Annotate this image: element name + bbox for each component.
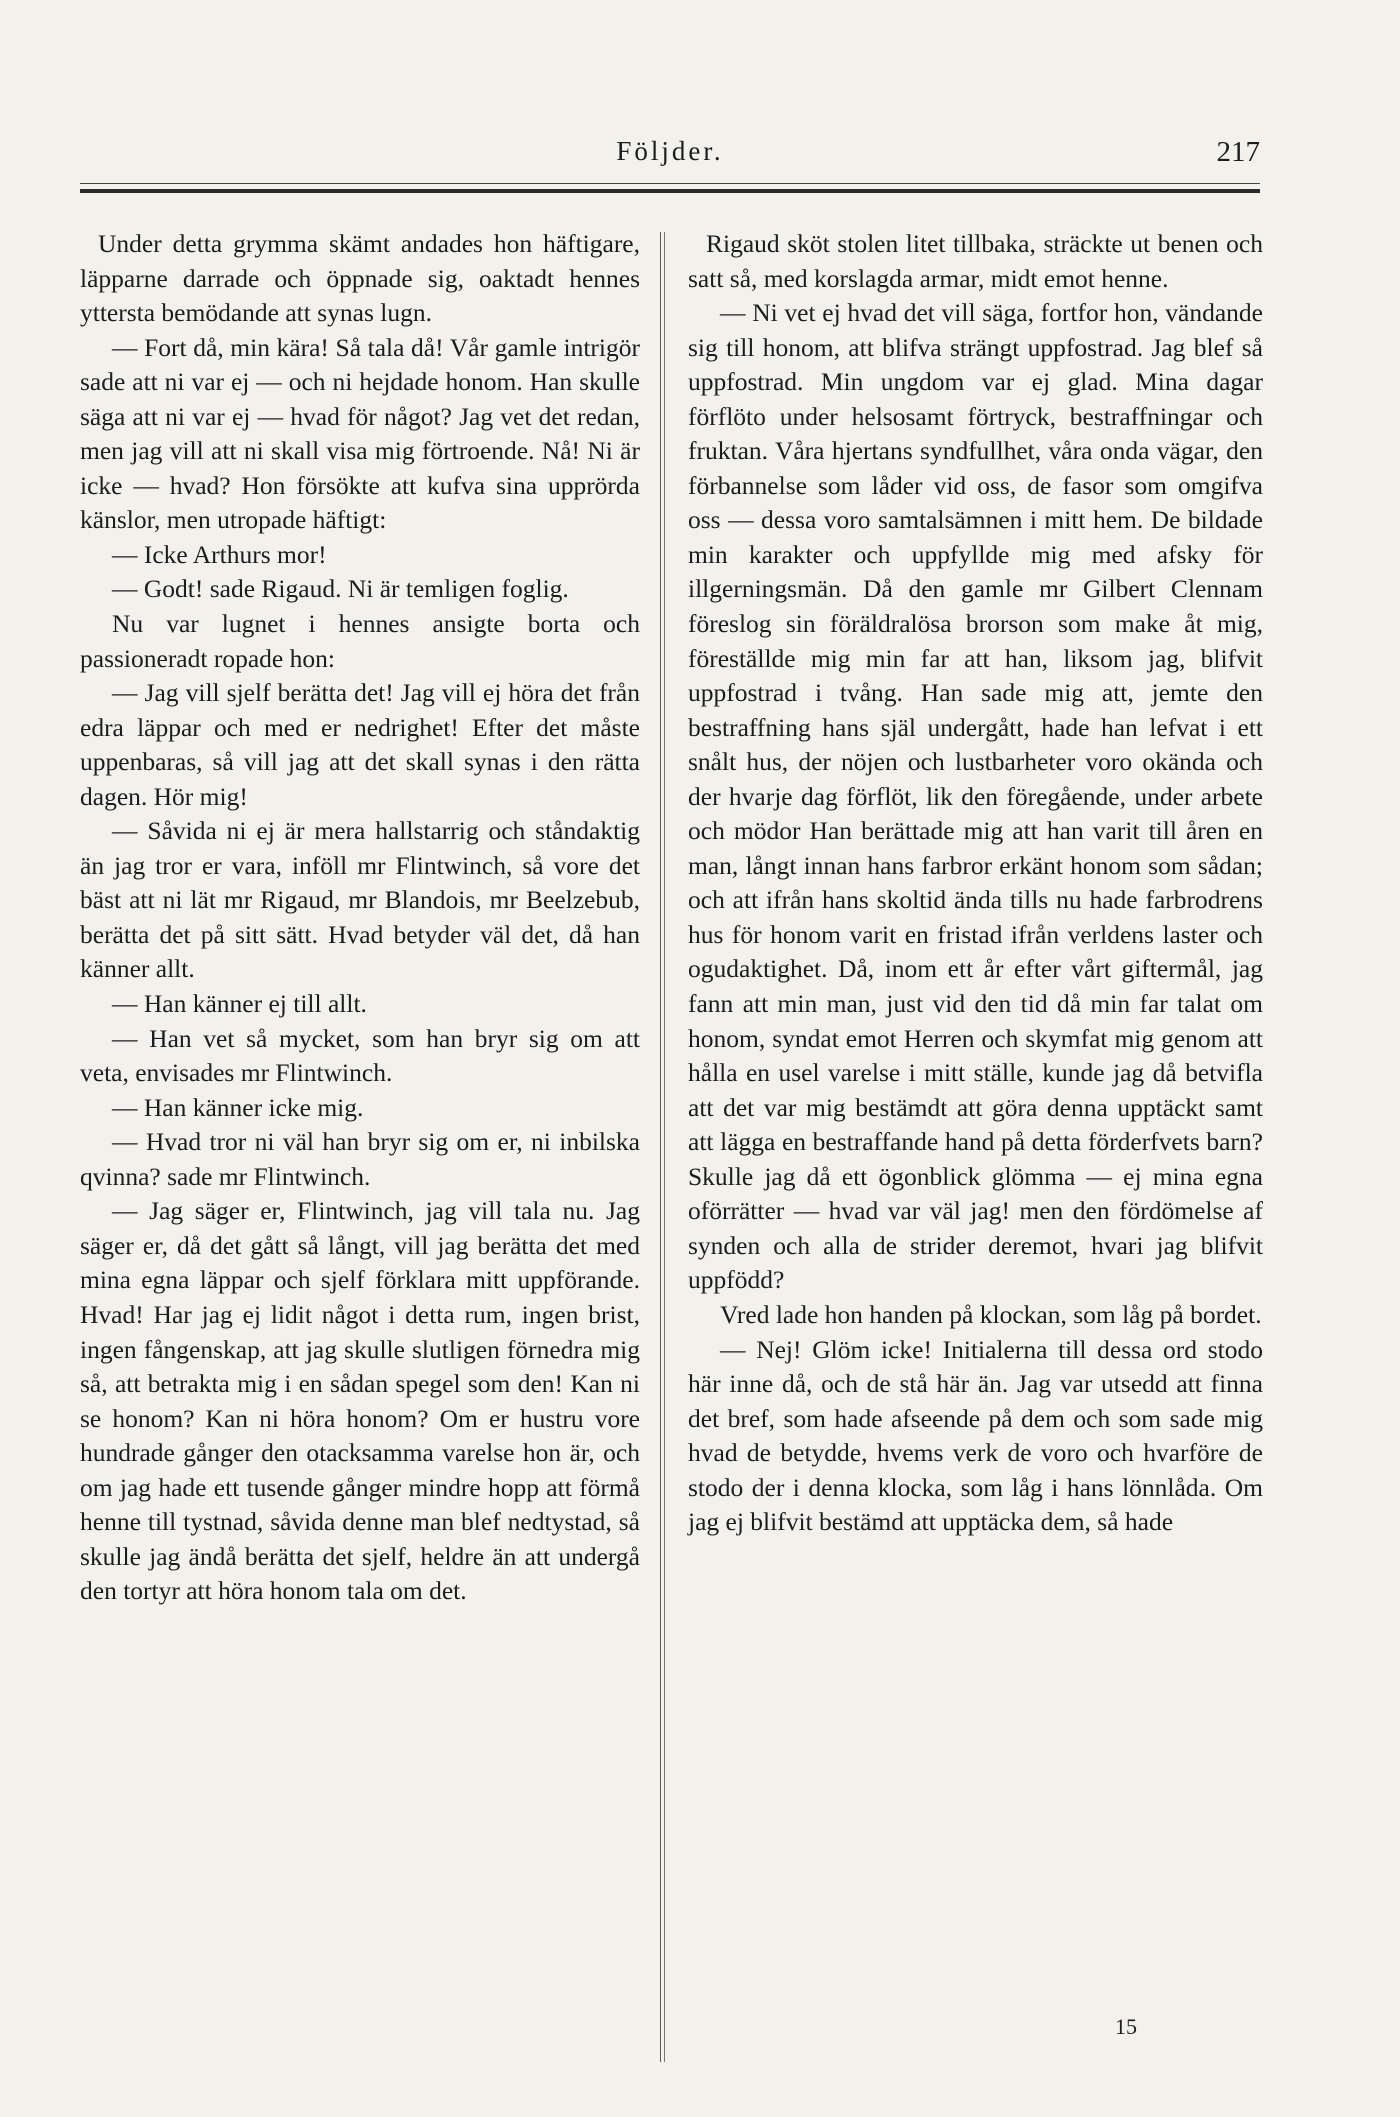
paragraph: Rigaud sköt stolen litet tillbaka, sträckte ut benen och satt så, med korslagda armar, midt emot henne. bbox=[688, 229, 1263, 293]
paragraph: — Han känner icke mig. bbox=[112, 1092, 364, 1122]
paragraph: Under detta grymma skämt andades hon häftigare, läpparne darrade och öppnade sig, oaktadt hennes yttersta bemödande att synas lugn. bbox=[80, 229, 640, 328]
paragraph: — Han känner ej till allt. bbox=[112, 989, 367, 1019]
right-column bbox=[688, 227, 1263, 1540]
header-rule-thick bbox=[80, 189, 1260, 193]
column-divider bbox=[664, 232, 665, 2062]
paragraph: — Jag säger er, Flintwinch, jag vill tala nu. Jag säger er, då det gått så långt, vill jag berätta det med mina egna läppar och sjelf förklara mitt uppförande. Hvad! Har jag ej lidit något i detta rum, ingen brist, ingen fångenskap, att jag skulle slutligen förnedra mig så, att betrakta mig i en sådan spegel som den! Kan ni se honom? Kan ni höra honom? Om er hustru vore hundrade gånger den otacksamma varelse hon är, och om jag hade ett tusende gånger mindre hopp att förmå henne till tystnad, såvida denne man blef nedtystad, så skulle jag ändå berätta det sjelf, heldre än att undergå den tortyr att höra honom tala om det. bbox=[80, 1196, 640, 1606]
page-header bbox=[80, 132, 1260, 172]
running-head: Följder. bbox=[616, 136, 724, 166]
paragraph: Nu var lugnet i hennes ansigte borta och passioneradt ropade hon: bbox=[80, 609, 640, 673]
paragraph: Vred lade hon handen på klockan, som låg på bordet. bbox=[720, 1299, 1262, 1329]
header-rule-thin bbox=[80, 183, 1260, 184]
paragraph: — Icke Arthurs mor! bbox=[112, 539, 327, 569]
paragraph: — Fort då, min kära! Så tala då! Vår gamle intrigör sade att ni var ej — och ni hejdade honom. Han skulle säga att ni var ej — hvad för något? Jag vet det redan, men jag vill att ni skall visa mig förtroende. Nå! Ni är icke — hvad? Hon försökte att kufva sina upprörda känslor, men utropade häftigt: bbox=[80, 332, 640, 535]
left-column bbox=[80, 227, 640, 1609]
signature-mark: 15 bbox=[1115, 2014, 1137, 2039]
paragraph: — Nej! Glöm icke! Initialerna till dessa ord stodo här inne då, och de stå här än. Jag var utsedd att finna det bref, som hade afseende på dem och som sade mig hvad de betydde, hvems verk de voro och hvarföre de stodo der i denna klocka, som låg i hans lönnlåda. Om jag ej blifvit bestämd att upptäcka dem, så hade bbox=[688, 1334, 1263, 1537]
paragraph: — Han vet så mycket, som han bryr sig om att veta, envisades mr Flintwinch. bbox=[80, 1023, 640, 1088]
column-divider bbox=[660, 232, 661, 2062]
paragraph: — Jag vill sjelf berätta det! Jag vill ej höra det från edra läppar och med er nedrighet! Efter det måste uppenbaras, så vill jag att det skall synas i den rätta dagen. Hör mig! bbox=[80, 678, 640, 811]
paragraph: — Godt! sade Rigaud. Ni är temligen foglig. bbox=[112, 574, 569, 604]
paragraph: — Hvad tror ni väl han bryr sig om er, ni inbilska qvinna? sade mr Flintwinch. bbox=[80, 1127, 640, 1191]
paragraph: — Ni vet ej hvad det vill säga, fortfor hon, vändande sig till honom, att blifva strängt uppfostrad. Jag blef så uppfostrad. Min ungdom var ej glad. Mina dagar förflöto under helsosamt förtryck, bestraffningar och fruktan. Våra hjertans syndfullhet, våra onda vägar, den förbannelse som låder vid oss, de fasor som omgifva oss — dessa voro samtalsämnen i mitt hem. De bildade min karakter och uppfyllde mig med afsky för illgerningsmän. Då den gamle mr Gilbert Clennam föreslog sin föräldralösa brorson som make åt mig, föreställde mig min far att han, liksom jag, blifvit uppfostrad i tvång. Han sade mig att, jemte den bestraffning hans själ undergått, hade han lefvat i ett snålt hus, der nöjen och lustbarheter voro okända och der hvarje dag förflöt, lik den föregående, under arbete och mödor Han berättade mig att han varit till åren en man, långt innan hans farbror erkänt honom som sådan; och att ifrån hans skoltid ända tills nu hade farbrodrens hus för honom varit en fristad ifrån verldens laster och ogudaktighet. Då, inom ett år efter vårt giftermål, jag fann att min man, just vid den tid då min far talat om honom, syndat emot Herren och skymfat mig genom att hålla en usel varelse i mitt ställe, kunde jag då betvifla att det var mig bestämdt att göra denna upptäckt samt att lägga en bestraffande hand på detta förderfvets barn? Skulle jag då ett ögonblick glömma — ej mina egna oförrätter — hvad var väl jag! men den fördömelse af synden och alla de strider deremot, hvari jag blifvit uppfödd? bbox=[688, 298, 1263, 1295]
page-number: 217 bbox=[1216, 136, 1260, 168]
paragraph: — Såvida ni ej är mera hallstarrig och ståndaktig än jag tror er vara, inföll mr Flintwinch, så vore det bäst att ni lät mr Rigaud, mr Blandois, mr Beelzebub, berätta det på sitt sätt. Hvad betyder väl det, då han känner allt. bbox=[80, 816, 640, 984]
